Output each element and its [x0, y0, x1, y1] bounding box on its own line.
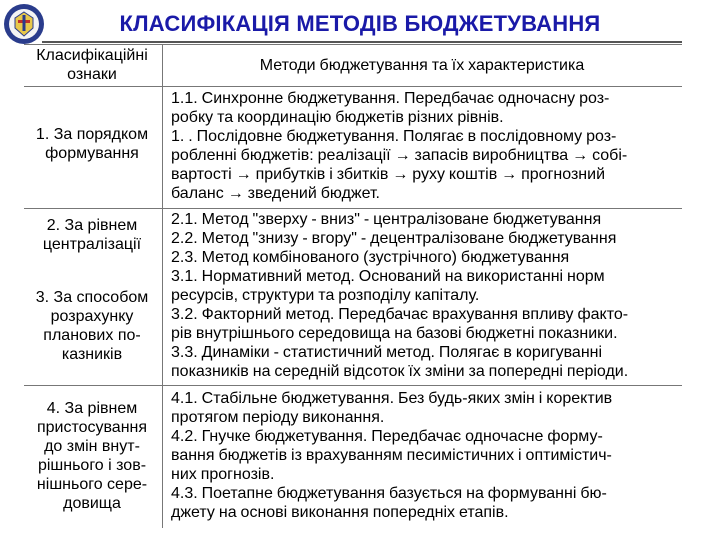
- row2-left-line: централізації: [42, 236, 142, 253]
- methods-table: [24, 44, 682, 528]
- title-divider: [42, 41, 682, 43]
- row3-left-line: до змін внут-: [44, 438, 140, 455]
- row2-left-cell-b: [24, 288, 160, 364]
- row2-right-cell: [171, 210, 677, 381]
- row1-text-line: робку та координацію бюджетів різних рівнів.: [171, 109, 504, 126]
- row1-text-line: баланс → зведений бюджет.: [171, 185, 380, 202]
- row2-text-line: 3.1. Нормативний метод. Оснований на використанні норм: [171, 268, 605, 285]
- row1-left-line: 1. За порядком: [35, 126, 149, 143]
- row-divider-header: [24, 86, 682, 87]
- header-right-cell: [164, 56, 680, 75]
- row3-text-line: вання бюджетів із врахуванням песимістичних і оптимістич-: [171, 447, 612, 464]
- row1-left-cell: [24, 125, 160, 163]
- row1-right-cell: [171, 89, 677, 203]
- row3-left-line: нішнього сере-: [36, 476, 148, 493]
- row-divider-2: [24, 385, 682, 386]
- row2-text-line: рів внутрішнього середовища на базові бюджетні показники.: [171, 325, 618, 342]
- row-divider-1: [24, 208, 682, 209]
- page-title: КЛАСИФІКАЦІЯ МЕТОДІВ БЮДЖЕТУВАННЯ: [119, 11, 601, 36]
- row3-left-line: 4. За рівнем: [46, 400, 138, 417]
- row3-text-line: 4.3. Поетапне бюджетування базується на формуванні бю-: [171, 485, 607, 502]
- row3-text-line: джету на основі виконання попередніх етапів.: [171, 504, 509, 521]
- row3-left-line: пристосування: [36, 419, 148, 436]
- header-left-line: Класифікаційні: [36, 47, 148, 64]
- row1-left-line: формування: [45, 145, 139, 162]
- row3-left-line: рішнього і зов-: [37, 457, 147, 474]
- row1-text-line: 1.1. Синхронне бюджетування. Передбачає одночасну роз-: [171, 90, 610, 107]
- row3-text-line: протягом періоду виконання.: [171, 409, 385, 426]
- row2-text-line: ресурсів, структури та розподілу капіталу.: [171, 287, 480, 304]
- row2-left-line: розрахунку: [50, 308, 134, 325]
- row2-left-line: 2. За рівнем: [46, 217, 138, 234]
- header-left-line: ознаки: [67, 66, 117, 83]
- row2-left-line: планових по-: [43, 327, 141, 344]
- row3-right-cell: [171, 389, 677, 522]
- header-right-label: Методи бюджетування та їх характеристика: [259, 57, 585, 74]
- row2-text-line: 3.2. Факторний метод. Передбачає врахування впливу факто-: [171, 306, 629, 323]
- row2-text-line: 2.2. Метод "знизу - вгору" - децентралізоване бюджетування: [171, 230, 617, 247]
- header-left-cell: [24, 46, 160, 84]
- row2-text-line: 2.3. Метод комбінованого (зустрічного) бюджетування: [171, 249, 570, 266]
- row2-text-line: показників на середній відсоток їх зміни за попередні періоди.: [171, 363, 629, 380]
- row3-text-line: них прогнозів.: [171, 466, 275, 483]
- row3-text-line: 4.1. Стабільне бюджетування. Без будь-яких змін і коректив: [171, 390, 613, 407]
- row1-text-line: робленні бюджетів: реалізації → запасів виробництва → собі-: [171, 147, 628, 164]
- row3-text-line: 4.2. Гнучке бюджетування. Передбачає одночасне форму-: [171, 428, 603, 445]
- row2-left-line: казників: [61, 346, 123, 363]
- row3-left-cell: [24, 399, 160, 513]
- row2-left-cell-a: [24, 216, 160, 254]
- row3-left-line: довища: [63, 495, 121, 512]
- column-divider: [162, 44, 163, 528]
- row2-text-line: 2.1. Метод "зверху - вниз" - централізоване бюджетування: [171, 211, 602, 228]
- row1-text-line: 1. . Послідовне бюджетування. Полягає в послідовному роз-: [171, 128, 617, 145]
- row2-text-line: 3.3. Динаміки - статистичний метод. Полягає в коригуванні: [171, 344, 603, 361]
- row2-left-line: 3. За способом: [35, 289, 149, 306]
- row-divider-top: [24, 44, 682, 45]
- row1-text-line: вартості → прибутків і збитків → руху коштів → прогнозний: [171, 166, 606, 183]
